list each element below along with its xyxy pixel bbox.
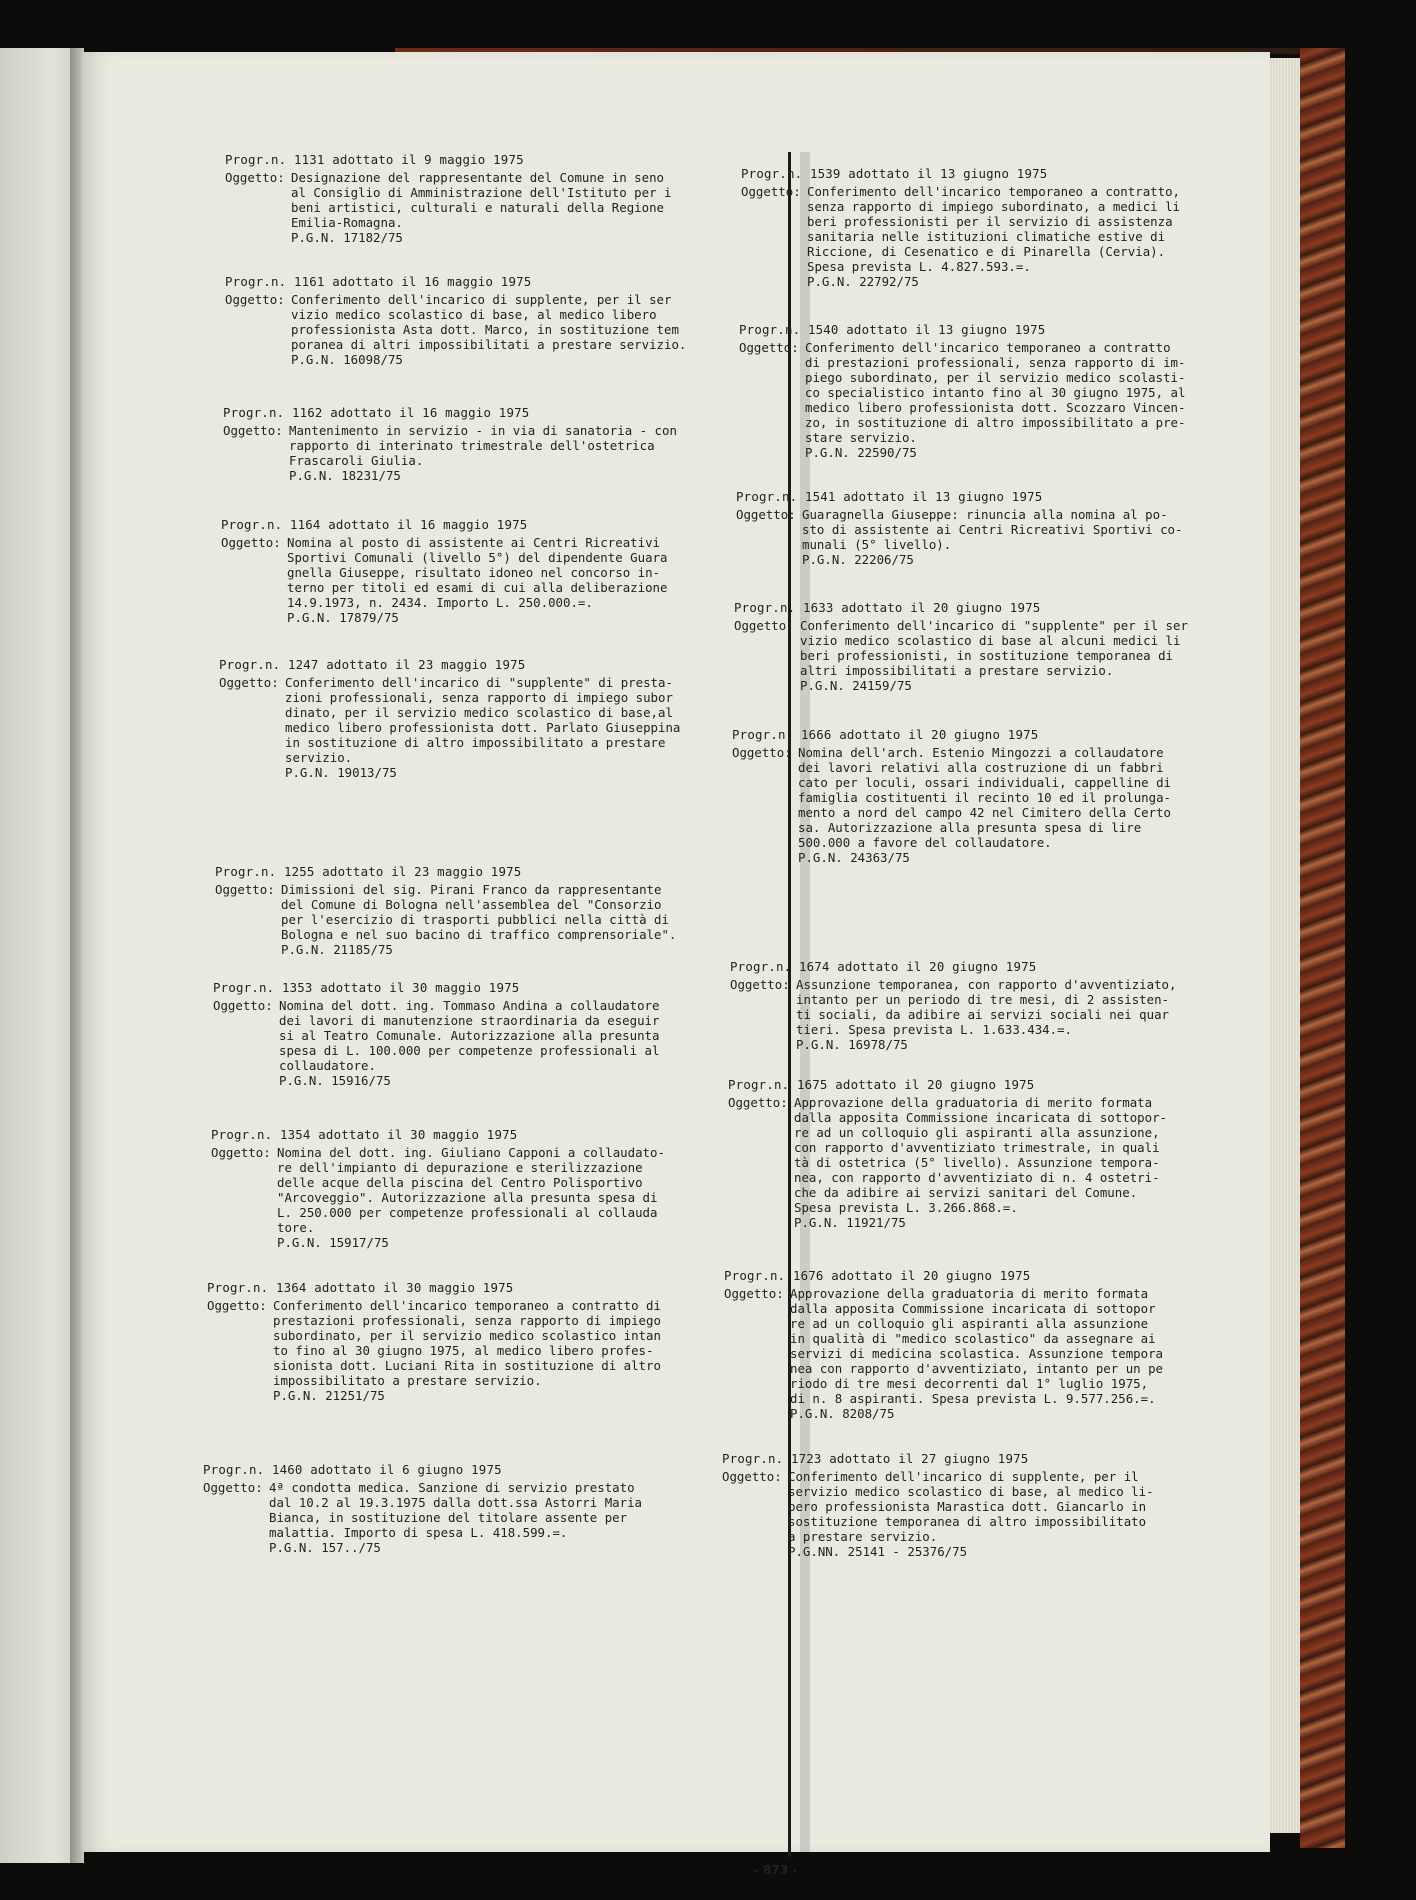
oggetto-label: Oggetto: [213,998,273,1013]
text-line: tore. [277,1220,315,1235]
text-line: Approvazione della graduatoria di merito formata [794,1095,1153,1110]
oggetto-label: Oggetto: [732,745,792,760]
right-entry [728,1077,1192,1230]
progr-label: Progr.n. [203,1462,272,1477]
text-line: gnella Giuseppe, risultato idoneo nel concorso in- [287,565,660,580]
text-line: servizio. [285,750,353,765]
text-line: sa. Autorizzazione alla presunta spesa di lire [798,820,1142,835]
text-line: Sportivi Comunali (livello 5°) del dipendente Guara [287,550,668,565]
progr-label: Progr.n. [730,959,799,974]
text-line: Riccione, di Cesenatico e di Pinarella (Cervia). [807,244,1166,259]
text-line: munali (5° livello). [802,537,952,552]
text-line: re ad un colloquio gli aspiranti alla assunzione, [794,1125,1160,1140]
text-line: per l'esercizio di trasporti pubblici nella città di [281,912,669,927]
text-line: P.G.N. 17879/75 [287,610,399,625]
text-line: re ad un colloquio gli aspiranti alla assunzione [790,1316,1149,1331]
text-line: re dell'impianto di depurazione e sterilizzazione [277,1160,643,1175]
entry-header [741,166,1205,181]
right-entry [741,166,1205,289]
text-line: Assunzione temporanea, con rapporto d'avventiziato, [796,977,1177,992]
progr-label: Progr.n. [225,274,294,289]
text-line: P.G.N. 15916/75 [279,1073,391,1088]
text-line: sostituzione temporanea di altro impossibilitato [788,1514,1147,1529]
oggetto-label: Oggetto: [215,882,275,897]
oggetto-label: Oggetto: [724,1286,784,1301]
entry-number: 1354 [279,1127,319,1142]
entry-number: 1539 [809,166,849,181]
text-line: collaudatore. [279,1058,376,1073]
entry-date: adottato il 9 maggio 1975 [332,152,524,167]
text-line: piego subordinato, per il servizio medico scolasti- [805,370,1186,385]
text-line: Nomina dell'arch. Estenio Mingozzi a collaudatore [798,745,1164,760]
text-line: si al Teatro Comunale. Autorizzazione alla presunta [279,1028,660,1043]
progr-label: Progr.n. [734,600,803,615]
text-line: Emilia-Romagna. [291,215,403,230]
entry-number: 1247 [287,657,327,672]
text-line: nea con rapporto d'avventiziato, intanto per un pe [790,1361,1163,1376]
entry-date: adottato il 30 maggio 1975 [314,1280,514,1295]
right-entry [730,959,1194,1052]
text-line: dalla apposita Commissione incaricata di sottopor [790,1301,1156,1316]
text-line: P.G.N. 18231/75 [289,468,401,483]
text-line: P.G.N. 16978/75 [796,1037,908,1052]
text-line: Conferimento dell'incarico temporaneo a contratto [805,340,1171,355]
text-line: "Arcoveggio". Autorizzazione alla presunta spesa di [277,1190,658,1205]
text-line: delle acque della piscina del Centro Polisportivo [277,1175,643,1190]
text-line: al Consiglio di Amministrazione dell'Istituto per i [291,185,672,200]
right-entry [732,727,1196,865]
text-line: di prestazioni professionali, senza rapporto di im- [805,355,1186,370]
entry-text [794,1095,1192,1230]
entry-number: 1161 [293,274,333,289]
text-line: P.G.N. 157../75 [269,1540,381,1555]
text-line: P.G.N. 19013/75 [285,765,397,780]
entry-text [788,1469,1186,1559]
progr-label: Progr.n. [225,152,294,167]
oggetto-label: Oggetto: [736,507,796,522]
text-line: impossibilitato a prestare servizio. [273,1373,542,1388]
text-line: Guaragnella Giuseppe: rinuncia alla nomina al po- [802,507,1168,522]
text-line: subordinato, per il servizio medico scolastico intan [273,1328,661,1343]
text-line: Nomina del dott. ing. Giuliano Capponi a collaudato- [277,1145,665,1160]
text-line: ti sociali, da adibire ai servizi sociali nei quar [796,1007,1169,1022]
text-line: dalla apposita Commissione incaricata di sottopor- [794,1110,1167,1125]
entry-number: 1131 [293,152,333,167]
marbled-cover-edge [1300,48,1345,1848]
text-line: co specialistico intanto fino al 30 giugno 1975, al [805,385,1186,400]
text-line: P.G.N. 22590/75 [805,445,917,460]
text-line: bero professionista Marastica dott. Giancarlo in [788,1499,1147,1514]
entry-number: 1674 [798,959,838,974]
text-line: Designazione del rappresentante del Comune in seno [291,170,664,185]
text-line: dal 10.2 al 19.3.1975 dalla dott.ssa Astorri Maria [269,1495,642,1510]
text-line: beri professionisti per il servizio di assistenza [807,214,1173,229]
text-line: Bianca, in sostituzione del titolare assente per [269,1510,628,1525]
progr-label: Progr.n. [213,980,282,995]
entry-date: adottato il 23 maggio 1975 [322,864,522,879]
text-line: zioni professionali, senza rapporto di impiego subor [285,690,673,705]
text-line: rapporto di interinato trimestrale dell'ostetrica [289,438,655,453]
text-line: beri professionisti, in sostituzione temporanea di [800,648,1173,663]
right-entry [724,1268,1188,1421]
entry-number: 1255 [283,864,323,879]
oggetto-label: Oggetto: [211,1145,271,1160]
text-line: Nomina del dott. ing. Tommaso Andina a collaudatore [279,998,660,1013]
text-line: Conferimento dell'incarico temporaneo a contratto, [807,184,1180,199]
text-line: terno per titoli ed esami di cui alla deliberazione [287,580,668,595]
entry-text [800,618,1198,693]
entry-header [739,322,1203,337]
text-line: vizio medico scolastico di base al alcuni medici li [800,633,1181,648]
progr-label: Progr.n. [736,489,805,504]
left-page-edge [0,48,78,1863]
text-line: Conferimento dell'incarico temporaneo a contratto di [273,1298,661,1313]
page-number: - 873 - [754,1863,798,1877]
oggetto-label: Oggetto: [203,1480,263,1495]
text-line: prestazioni professionali, senza rapporto di impiego [273,1313,661,1328]
text-line: nea, con rapporto d'avventiziato di n. 4 ostetri- [794,1170,1160,1185]
progr-label: Progr.n. [728,1077,797,1092]
entry-number: 1633 [802,600,842,615]
right-column [82,52,1262,1852]
entry-date: adottato il 16 maggio 1975 [330,405,530,420]
progr-label: Progr.n. [724,1268,793,1283]
entry-date: adottato il 30 maggio 1975 [320,980,520,995]
text-line: in sostituzione di altro impossibilitato a prestare [285,735,666,750]
text-line: Conferimento dell'incarico di "supplente" per il ser [800,618,1188,633]
text-line: 14.9.1973, n. 2434. Importo L. 250.000.=. [287,595,593,610]
text-line: Bologna e nel suo bacino di traffico comprensoriale". [281,927,677,942]
text-line: P.G.N. 21251/75 [273,1388,385,1403]
text-line: professionista Asta dott. Marco, in sostituzione tem [291,322,679,337]
oggetto-label: Oggetto: [739,340,799,355]
text-line: to fino al 30 giugno 1975, al medico libero profes- [273,1343,654,1358]
entry-number: 1460 [271,1462,311,1477]
text-line: in qualità di "medico scolastico" da assegnare ai [790,1331,1156,1346]
oggetto-label: Oggetto: [223,423,283,438]
entry-text [802,507,1200,567]
entry-number: 1353 [281,980,321,995]
entry-text [796,977,1194,1052]
text-line: Frascaroli Giulia. [289,453,424,468]
right-entry [734,600,1198,693]
entry-text [790,1286,1188,1421]
entry-date: adottato il 20 giugno 1975 [841,600,1041,615]
entry-number: 1666 [800,727,840,742]
entry-header [736,489,1200,504]
text-line: cato per loculi, ossari individuali, cappelline di [798,775,1171,790]
entry-header [728,1077,1192,1092]
text-line: sto di assistente ai Centri Ricreativi Sportivi co- [802,522,1183,537]
text-line: P.G.N. 15917/75 [277,1235,389,1250]
entry-number: 1540 [807,322,847,337]
text-line: senza rapporto di impiego subordinato, a medici li [807,199,1180,214]
text-line: Conferimento dell'incarico di "supplente" di presta- [285,675,673,690]
text-line: a prestare servizio. [788,1529,938,1544]
text-line: servizio medico scolastico di base, al medico li- [788,1484,1154,1499]
progr-label: Progr.n. [211,1127,280,1142]
right-entry [722,1451,1186,1559]
text-line: del Comune di Bologna nell'assemblea del "Consorzio [281,897,662,912]
entry-text [805,340,1203,460]
oggetto-label: Oggetto: [722,1469,782,1484]
entry-date: adottato il 23 maggio 1975 [326,657,526,672]
oggetto-label: Oggetto: [219,675,279,690]
text-line: medico libero professionista dott. Scozzaro Vincen- [805,400,1186,415]
text-line: vizio medico scolastico di base, al medico libero [291,307,657,322]
text-line: altri impossibilitati a prestare servizio. [800,663,1114,678]
oggetto-label: Oggetto: [728,1095,788,1110]
entry-header [734,600,1198,615]
oggetto-label: Oggetto: [734,618,794,633]
text-line: Conferimento dell'incarico di supplente, per il ser [291,292,672,307]
entry-number: 1162 [291,405,331,420]
text-line: riodo di tre mesi decorrenti dal 1° luglio 1975, [790,1376,1149,1391]
text-line: Approvazione della graduatoria di merito formata [790,1286,1149,1301]
entry-date: adottato il 27 giugno 1975 [829,1451,1029,1466]
right-entry [736,489,1200,567]
text-line: tieri. Spesa prevista L. 1.633.434.=. [796,1022,1073,1037]
text-line: di n. 8 aspiranti. Spesa prevista L. 9.577.256.=. [790,1391,1156,1406]
progr-label: Progr.n. [207,1280,276,1295]
text-line: intanto per un periodo di tre mesi, di 2 assisten- [796,992,1169,1007]
entry-number: 1164 [289,517,329,532]
oggetto-label: Oggetto: [730,977,790,992]
entry-header [732,727,1196,742]
text-line: P.G.N. 8208/75 [790,1406,895,1421]
progr-label: Progr.n. [219,657,288,672]
entry-number: 1676 [792,1268,832,1283]
text-line: 4ª condotta medica. Sanzione di servizio prestato [269,1480,635,1495]
entry-date: adottato il 13 giugno 1975 [848,166,1048,181]
entry-date: adottato il 16 maggio 1975 [328,517,528,532]
progr-label: Progr.n. [221,517,290,532]
text-line: spesa di L. 100.000 per competenze professionali al [279,1043,660,1058]
document-page [82,52,1270,1877]
entry-date: adottato il 30 maggio 1975 [318,1127,518,1142]
text-line: dei lavori relativi alla costruzione di un fabbri [798,760,1164,775]
text-line: malattia. Importo di spesa L. 418.599.=. [269,1525,568,1540]
text-line: poranea di altri impossibilitati a prestare servizio. [291,337,687,352]
progr-label: Progr.n. [722,1451,791,1466]
text-line: tà di ostetrica (5° livello). Assunzione tempora- [794,1155,1160,1170]
text-line: Nomina al posto di assistente ai Centri Ricreativi [287,535,660,550]
entry-date: adottato il 13 giugno 1975 [846,322,1046,337]
oggetto-label: Oggetto: [225,292,285,307]
progr-label: Progr.n. [215,864,284,879]
entry-date: adottato il 13 giugno 1975 [843,489,1043,504]
text-line: zo, in sostituzione di altro impossibilitato a pre- [805,415,1186,430]
text-line: dinato, per il servizio medico scolastico di base,al [285,705,673,720]
text-line: Conferimento dell'incarico di supplente, per il [788,1469,1139,1484]
entry-date: adottato il 20 giugno 1975 [835,1077,1035,1092]
entry-date: adottato il 20 giugno 1975 [839,727,1039,742]
text-line: sionista dott. Luciani Rita in sostituzione di altro [273,1358,661,1373]
entry-header [724,1268,1188,1283]
oggetto-label: Oggetto: [225,170,285,185]
text-line: Spesa prevista L. 3.266.868.=. [794,1200,1018,1215]
text-line: L. 250.000 per competenze professionali al collauda [277,1205,658,1220]
entry-number: 1675 [796,1077,836,1092]
text-line: che da adibire ai servizi sanitari del Comune. [794,1185,1138,1200]
text-line: P.G.N. 24363/75 [798,850,910,865]
text-line: servizi di medicina scolastica. Assunzione tempora [790,1346,1163,1361]
entry-date: adottato il 20 giugno 1975 [837,959,1037,974]
progr-label: Progr.n. [741,166,810,181]
text-line: P.G.N. 21185/75 [281,942,393,957]
right-entry [739,322,1203,460]
entry-number: 1723 [790,1451,830,1466]
text-line: 500.000 a favore del collaudatore. [798,835,1052,850]
text-line: P.G.N. 22792/75 [807,274,919,289]
text-line: Spesa prevista L. 4.827.593.=. [807,259,1031,274]
oggetto-label: Oggetto: [207,1298,267,1313]
text-line: P.G.N. 24159/75 [800,678,912,693]
text-line: con rapporto d'avventiziato trimestrale, in quali [794,1140,1160,1155]
text-line: Dimissioni del sig. Pirani Franco da rappresentante [281,882,662,897]
text-line: famiglia costituenti il recinto 10 ed il prolunga- [798,790,1171,805]
text-line: Mantenimento in servizio - in via di sanatoria - con [289,423,677,438]
entry-text [798,745,1196,865]
progr-label: Progr.n. [732,727,801,742]
entry-date: adottato il 6 giugno 1975 [310,1462,502,1477]
progr-label: Progr.n. [223,405,292,420]
text-line: P.G.N. 16098/75 [291,352,403,367]
text-line: stare servizio. [805,430,917,445]
text-line: sanitaria nelle istituzioni climatiche estive di [807,229,1166,244]
text-line: P.G.N. 22206/75 [802,552,914,567]
text-line: beni artistici, culturali e naturali della Regione [291,200,664,215]
progr-label: Progr.n. [739,322,808,337]
text-line: P.G.NN. 25141 - 25376/75 [788,1544,968,1559]
text-line: P.G.N. 17182/75 [291,230,403,245]
entry-header [730,959,1194,974]
entry-text [807,184,1205,289]
entry-number: 1541 [804,489,844,504]
text-line: dei lavori di manutenzione straordinaria da eseguir [279,1013,660,1028]
text-line: mento a nord del campo 42 nel Cimitero della Certo [798,805,1171,820]
oggetto-label: Oggetto: [741,184,801,199]
page-stack-edge [1268,58,1300,1833]
entry-header [722,1451,1186,1466]
text-line: P.G.N. 11921/75 [794,1215,906,1230]
entry-date: adottato il 20 giugno 1975 [831,1268,1031,1283]
entry-date: adottato il 16 maggio 1975 [332,274,532,289]
oggetto-label: Oggetto: [221,535,281,550]
entry-number: 1364 [275,1280,315,1295]
text-line: medico libero professionista dott. Parlato Giuseppina [285,720,681,735]
